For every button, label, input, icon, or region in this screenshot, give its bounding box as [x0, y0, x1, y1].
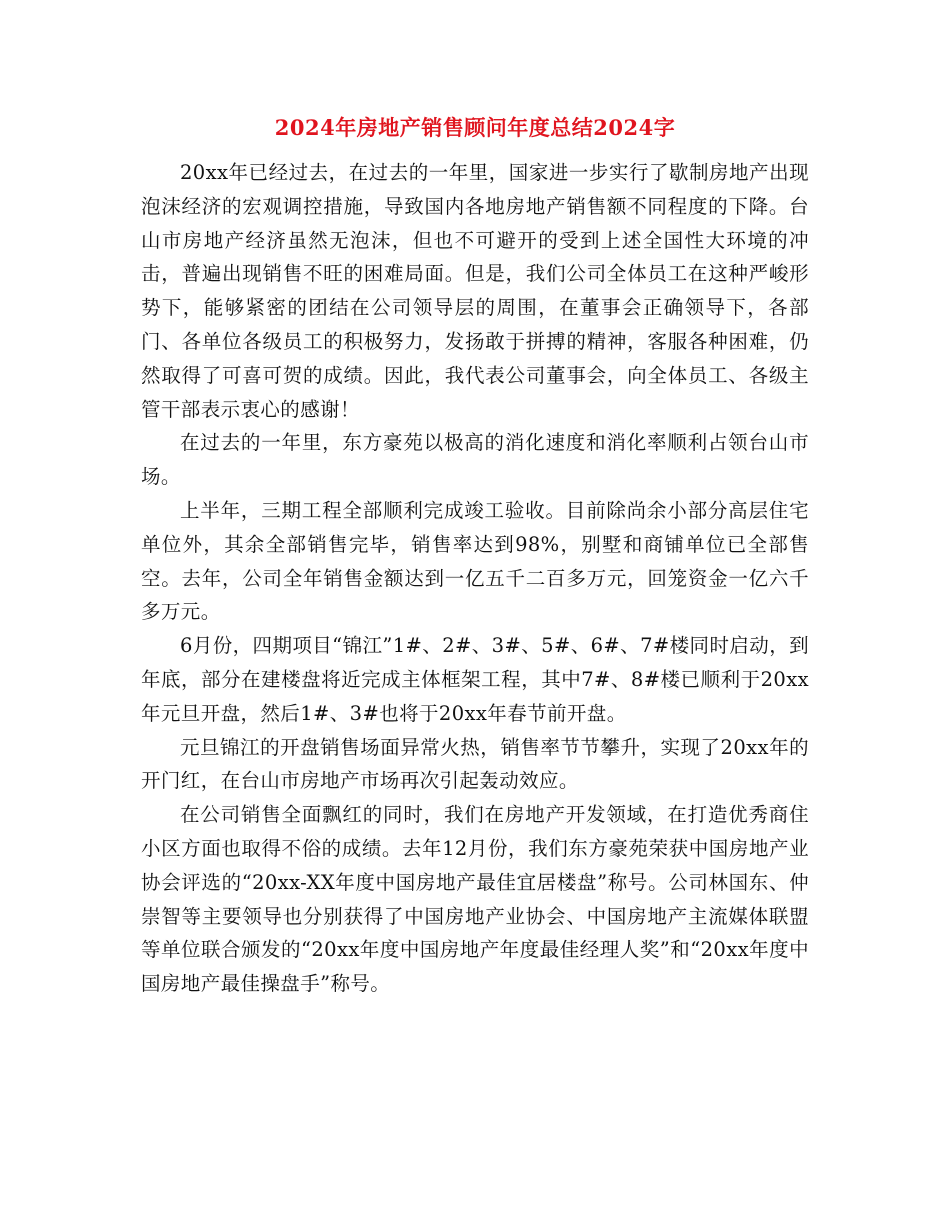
paragraph: 在公司销售全面飘红的同时，我们在房地产开发领域，在打造优秀商住小区方面也取得不俗的成绩。去年12月份，我们东方豪苑荣获中国房地产业协会评选的“20xx-XX年度中国房地产最佳宜居楼盘”称号。公司林国东、仲崇智等主要领导也分别获得了中国房地产业协会、中国房地产主流媒体联盟等单位联合颁发的“20xx年度中国房地产年度最佳经理人奖”和“20xx年度中国房地产最佳操盘手”称号。: [141, 803, 809, 996]
paragraph: 6月份，四期项目“锦江”1#、2#、3#、5#、6#、7#楼同时启动，到年底，部分在建楼盘将近完成主体框架工程，其中7#、8#楼已顺利于20xx年元旦开盘，然后1#、3#也将于20xx年春节前开盘。: [141, 634, 809, 725]
document-title: 2024年房地产销售顾问年度总结2024字: [274, 115, 676, 140]
paragraph: 上半年，三期工程全部顺利完成竣工验收。目前除尚余小部分高层住宅单位外，其余全部销售完毕，销售率达到98%，别墅和商铺单位已全部售空。去年，公司全年销售金额达到一亿五千二百多万元，回笼资金一亿六千多万元。: [141, 498, 809, 624]
paragraph: 在过去的一年里，东方豪苑以极高的消化速度和消化率顺利占领台山市场。: [141, 431, 809, 489]
paragraph: 20xx年已经过去，在过去的一年里，国家进一步实行了歇制房地产出现泡沫经济的宏观调控措施，导致国内各地房地产销售额不同程度的下降。台山市房地产经济虽然无泡沫，但也不可避开的受到上述全国性大环境的冲击，普遍出现销售不旺的困难局面。但是，我们公司全体员工在这种严峻形势下，能够紧密的团结在公司领导层的周围，在董事会正确领导下，各部门、各单位各级员工的积极努力，发扬敢于拼搏的精神，客服各种困难，仍然取得了可喜可贺的成绩。因此，我代表公司董事会，向全体员工、各级主管干部表示衷心的感谢！: [141, 161, 809, 421]
document-body: [141, 156, 809, 1001]
paragraph: 元旦锦江的开盘销售场面异常火热，销售率节节攀升，实现了20xx年的开门红，在台山市房地产市场再次引起轰动效应。: [141, 735, 809, 793]
